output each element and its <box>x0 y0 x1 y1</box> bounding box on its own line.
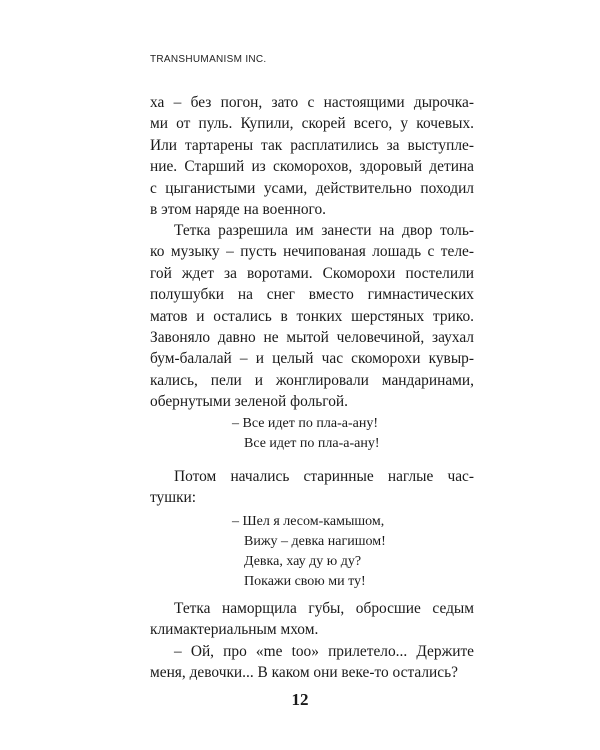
page-number: 12 <box>291 690 309 709</box>
text-line: тушки: <box>150 489 197 507</box>
text-line: – Ой, про «me too» прилетело... Держите <box>174 643 474 660</box>
text-line: Завоняло давно не мытой человечиной, заухал <box>150 329 474 347</box>
paragraph-2 <box>150 220 474 413</box>
verse-line: Покажи свою ми ту! <box>244 574 366 589</box>
text-line: бум-балалай – и целый час скоморохи кувыр- <box>150 350 474 368</box>
text-line: в этом наряде на военного. <box>150 201 327 219</box>
verse-line: Вижу – девка нагишом! <box>244 534 386 549</box>
text-line: ние. Старший из скоморохов, здоровый детина <box>150 158 474 176</box>
text-line: Тетка наморщила губы, обросшие седым <box>174 600 474 617</box>
paragraph-1 <box>150 92 474 220</box>
text-line: с цыганистыми усами, действительно походил <box>150 179 474 197</box>
verse-2 <box>232 512 386 592</box>
text-line: кались, пели и жонглировали мандаринами, <box>150 371 474 389</box>
text-line: ми от пуль. Купили, скорей всего, у кочевых. <box>150 115 474 133</box>
text-line: матов и остались в тонких шерстяных трико. <box>150 307 474 325</box>
text-line: меня, девочки... В каком они веке-то остались? <box>150 664 458 682</box>
verse-line: – Шел я лесом-камышом, <box>232 514 385 529</box>
verse-line: Все идет по пла-а-ану! <box>244 436 380 451</box>
text-line: климактериальным мхом. <box>150 621 319 639</box>
paragraph-4 <box>150 598 474 641</box>
text-line: полушубки на снег вместо гимнастических <box>150 286 474 304</box>
text-line: Тетка разрешила им занести на двор толь- <box>174 222 474 239</box>
running-head: TRANSHUMANISM INC. <box>150 54 267 65</box>
text-line: обернутыми зеленой фольгой. <box>150 393 348 411</box>
verse-line: Девка, хау ду ю ду? <box>244 554 362 569</box>
text-line: Или тартарены так расплатились за выступле- <box>150 136 474 154</box>
text-line: ха – без погон, зато с настоящими дырочка- <box>150 94 474 111</box>
paragraph-3 <box>150 466 474 509</box>
verse-1 <box>232 414 379 454</box>
text-line: Потом начались старинные наглые час- <box>174 468 474 485</box>
text-line: ко музыку – пусть нечипованая лошадь с теле- <box>150 243 474 261</box>
paragraph-5 <box>150 641 474 684</box>
text-line: гой ждет за воротами. Скоморохи постелили <box>150 264 474 282</box>
verse-line: – Все идет по пла-а-ану! <box>232 416 378 431</box>
